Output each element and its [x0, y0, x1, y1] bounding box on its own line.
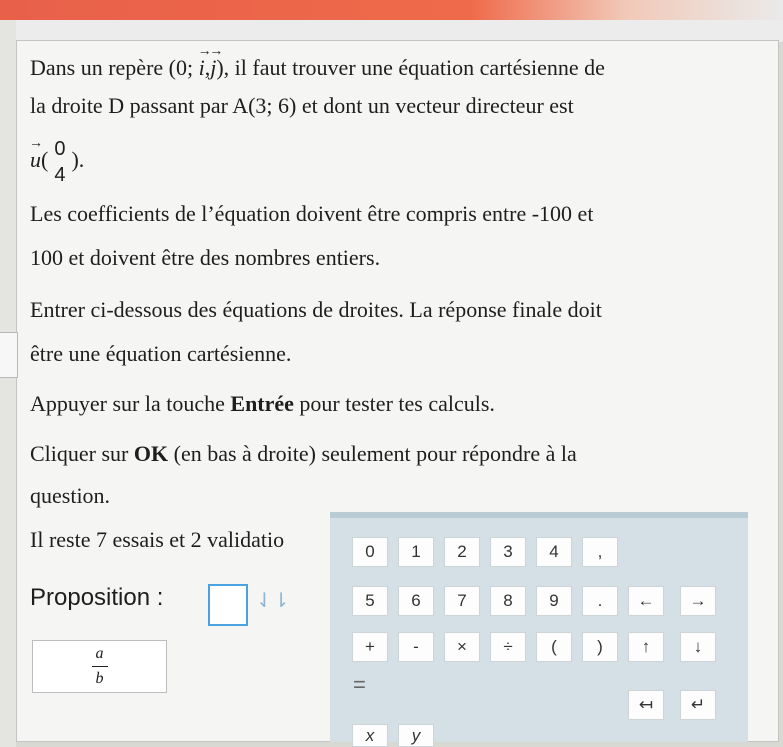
attempts-remaining: Il reste 7 essais et 2 validatio: [30, 527, 285, 552]
vector-i: → i: [199, 48, 205, 88]
key-dot[interactable]: .: [582, 586, 618, 616]
key-plus[interactable]: +: [352, 632, 388, 662]
key-5[interactable]: 5: [352, 586, 388, 616]
top-band: [0, 20, 783, 42]
fraction-bar: [92, 666, 108, 667]
key-2[interactable]: 2: [444, 537, 480, 567]
input-cursor-icon: ⇃⇂: [256, 588, 290, 612]
proposition-label: Proposition :: [30, 584, 164, 611]
proposition-input[interactable]: [208, 584, 248, 626]
enter-instruction: Appuyer sur la touche Entrée pour tester tes calculs.: [30, 391, 495, 416]
key-multiply[interactable]: ×: [444, 632, 480, 662]
ok-instruction-line-1: Cliquer sur OK (en bas à droite) seulement pour répondre à la: [30, 441, 577, 466]
key-down-arrow[interactable]: ↓: [680, 632, 716, 662]
instructions-line-1: Entrer ci-dessous des équations de droites. La réponse finale doit: [30, 297, 602, 322]
key-x[interactable]: x: [352, 724, 388, 747]
key-minus[interactable]: -: [398, 632, 434, 662]
key-divide[interactable]: ÷: [490, 632, 526, 662]
ok-instruction-line-2: question.: [30, 483, 111, 508]
fraction-button[interactable]: a b: [32, 640, 167, 693]
coefficients-line-1: Les coefficients de l’équation doivent être compris entre -100 et: [30, 201, 594, 226]
key-left-arrow[interactable]: ←: [628, 586, 664, 616]
key-y[interactable]: y: [398, 724, 434, 747]
top-color-strip: [0, 0, 783, 20]
question-line-1: Dans un repère (0; → i,→ j), il faut trouver une équation cartésienne de: [30, 48, 605, 88]
key-equals[interactable]: =: [353, 672, 366, 697]
side-tab[interactable]: [0, 332, 18, 378]
key-up-arrow[interactable]: ↑: [628, 632, 664, 662]
question-line-2: la droite D passant par A(3; 6) et dont un vecteur directeur est: [30, 93, 574, 118]
key-1[interactable]: 1: [398, 537, 434, 567]
key-right-arrow[interactable]: →: [680, 586, 716, 616]
vector-components: 0 4: [54, 137, 66, 186]
key-enter[interactable]: ↵: [680, 690, 716, 720]
coefficients-line-2: 100 et doivent être des nombres entiers.: [30, 245, 381, 270]
left-edge: [0, 20, 16, 747]
key-3[interactable]: 3: [490, 537, 526, 567]
key-9[interactable]: 9: [536, 586, 572, 616]
key-6[interactable]: 6: [398, 586, 434, 616]
key-8[interactable]: 8: [490, 586, 526, 616]
key-comma[interactable]: ,: [582, 537, 618, 567]
vector-j: → j: [210, 48, 216, 88]
key-4[interactable]: 4: [536, 537, 572, 567]
key-backspace[interactable]: ↤: [628, 690, 664, 720]
key-7[interactable]: 7: [444, 586, 480, 616]
key-paren-close[interactable]: ): [582, 632, 618, 662]
key-paren-open[interactable]: (: [536, 632, 572, 662]
instructions-line-2: être une équation cartésienne.: [30, 341, 292, 366]
question-line-3: → u( 0 4 ).: [30, 132, 84, 188]
vector-u: → u: [30, 132, 41, 188]
key-0[interactable]: 0: [352, 537, 388, 567]
